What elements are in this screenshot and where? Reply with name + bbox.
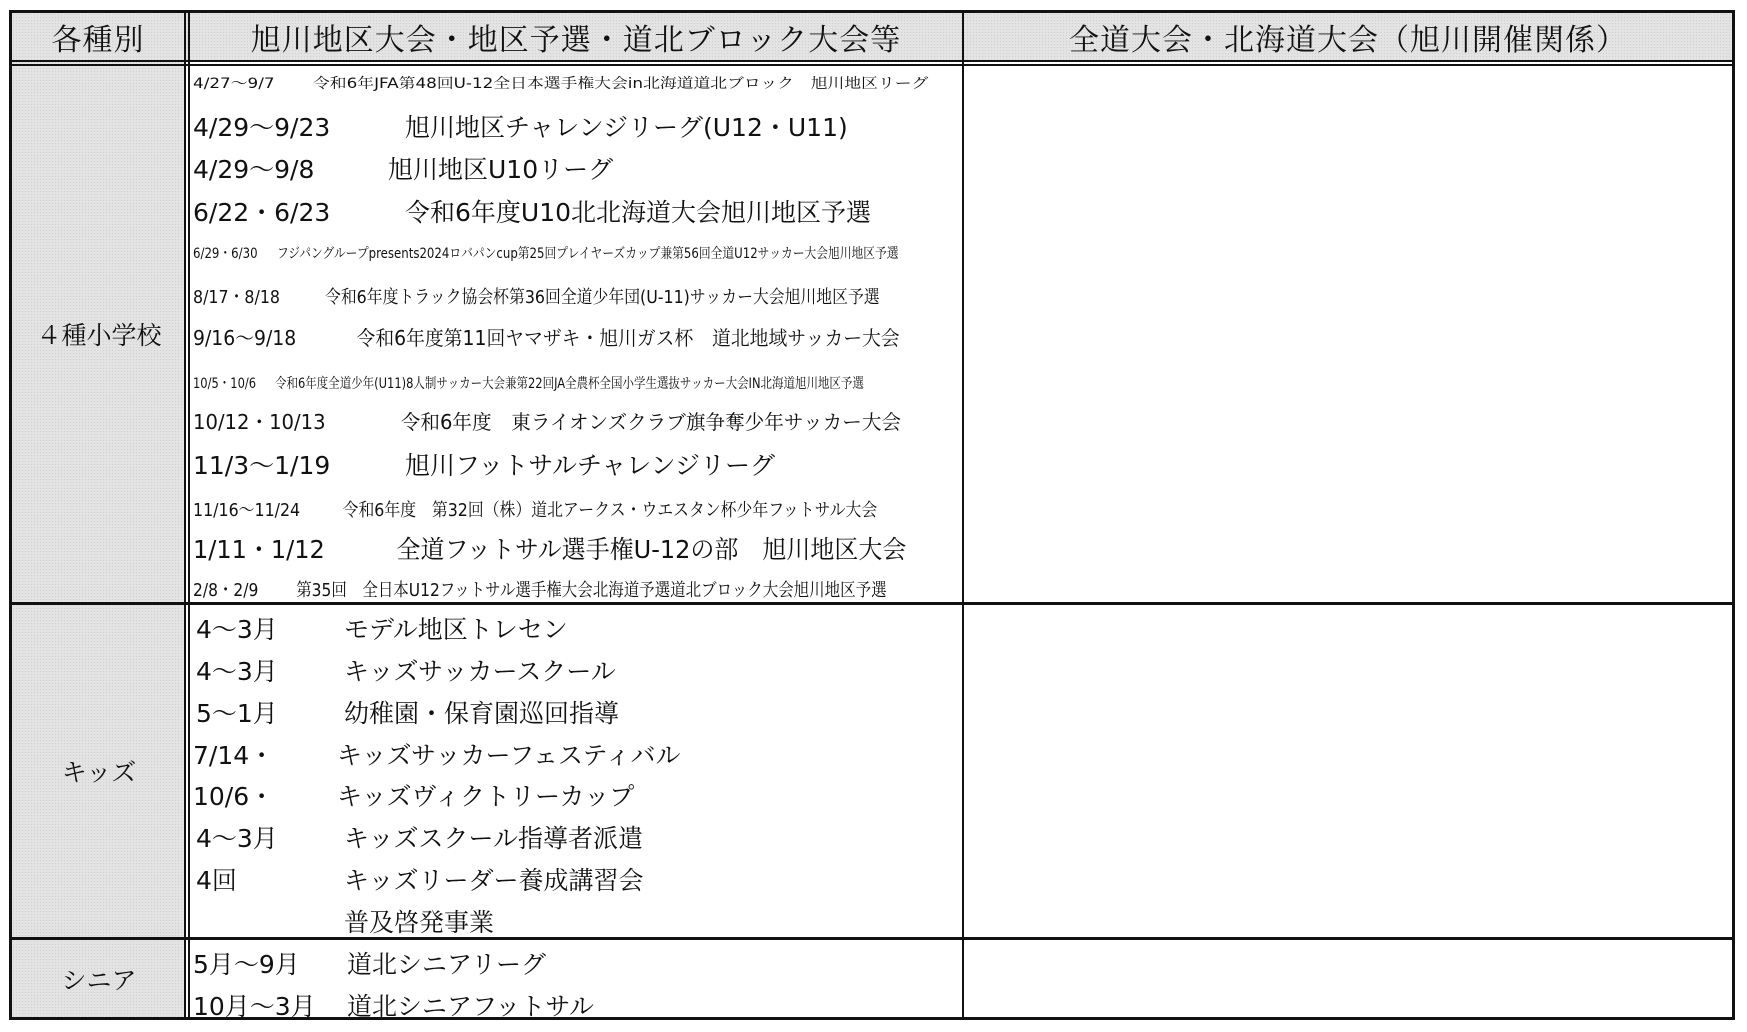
entry-event: キッズサッカースクール (344, 657, 616, 686)
list-item (193, 496, 877, 522)
entry-date: 4/29〜9/23 (193, 113, 331, 142)
list-item (193, 243, 899, 263)
schedule-table (9, 10, 1735, 1020)
list-item (193, 108, 848, 144)
entry-event: 令和6年度 第32回（株）道北アークス・ウエスタン杯少年フットサル大会 (342, 500, 878, 521)
entry-event: キッズサッカーフェスティバル (337, 741, 681, 770)
entry-date: 10/5・10/6 (193, 376, 257, 392)
list-item (193, 73, 928, 93)
entry-event: 道北シニアリーグ (347, 950, 547, 979)
entry-date: 10月〜3月 (193, 992, 316, 1021)
list-item (196, 652, 616, 688)
national-cell-elementary (964, 66, 1732, 602)
entry-date: 10/12・10/13 (193, 410, 326, 434)
entry-event: 旭川地区U10リーグ (388, 155, 614, 184)
entry-date: 6/29・6/30 (193, 246, 258, 262)
list-item (193, 945, 546, 981)
entry-date: 4〜3月 (196, 657, 278, 686)
entry-date: 2/8・2/9 (193, 580, 259, 601)
entry-event: 全道フットサル選手権U-12の部 旭川地区大会 (396, 535, 907, 564)
list-item (193, 987, 594, 1023)
list-item (196, 903, 494, 939)
entry-date: 4〜3月 (196, 615, 278, 644)
list-item (193, 373, 864, 393)
entry-event: キッズリーダー養成講習会 (344, 866, 644, 895)
list-item (193, 283, 880, 309)
list-item (196, 861, 644, 897)
header-category: 各種別 (51, 23, 145, 58)
list-item (193, 777, 634, 813)
entry-event: モデル地区トレセン (344, 615, 568, 644)
entry-event: 普及啓発事業 (344, 908, 495, 937)
list-item (196, 610, 568, 646)
list-item (193, 446, 775, 482)
list-item (193, 530, 906, 566)
column-divider-double-2 (188, 13, 190, 1017)
entry-date: 7/14・ (193, 741, 275, 770)
entry-event: 令和6年JFA第48回U-12全日本選手権大会in北海道道北ブロック 旭川地区リーグ (313, 76, 929, 92)
header-national-tournaments: 全道大会・北海道大会（旭川開催関係） (1069, 23, 1627, 58)
entry-event: 令和6年度全道少年(U11)8人制サッカー大会兼第22回JA全農杯全国小学生選抜サッカー大会IN北海道旭川地区予選 (275, 376, 864, 392)
list-item (196, 694, 619, 730)
list-item (193, 406, 901, 435)
category-senior: シニア (61, 965, 137, 995)
list-item (196, 819, 643, 855)
entry-date: 9/16〜9/18 (193, 326, 297, 350)
entry-event: 令和6年度第11回ヤマザキ・旭川ガス杯 道北地域サッカー大会 (356, 326, 900, 350)
list-item (193, 322, 900, 351)
entry-event: 令和6年度U10北北海道大会旭川地区予選 (405, 198, 872, 227)
entry-event: 旭川フットサルチャレンジリーグ (405, 451, 776, 480)
entry-date: 11/16〜11/24 (193, 500, 301, 521)
entry-date: 4/27〜9/7 (193, 76, 275, 92)
entry-event: 旭川地区チャレンジリーグ(U12・U11) (405, 113, 848, 142)
list-item (193, 193, 871, 229)
entry-date: 5月〜9月 (193, 950, 300, 979)
entry-date: 4/29〜9/8 (193, 155, 315, 184)
entry-date: 1/11・1/12 (193, 535, 325, 564)
entry-event: キッズスクール指導者派遣 (344, 824, 644, 853)
list-item (193, 576, 887, 602)
entry-event: 道北シニアフットサル (347, 992, 595, 1021)
entry-date: 4〜3月 (196, 824, 278, 853)
entry-event: 令和6年度トラック協会杯第36回全道少年団(U-11)サッカー大会旭川地区予選 (325, 287, 880, 308)
national-cell-kids (964, 605, 1732, 937)
entry-date: 5〜1月 (196, 699, 278, 728)
entry-event: 令和6年度 東ライオンズクラブ旗争奪少年サッカー大会 (400, 410, 902, 434)
entry-event: キッズヴィクトリーカップ (337, 782, 635, 811)
list-item (193, 736, 681, 772)
category-elementary: ４種小学校 (36, 321, 162, 350)
category-kids: キッズ (61, 758, 137, 787)
entry-date: 4回 (196, 866, 237, 895)
entry-date: 6/22・6/23 (193, 198, 331, 227)
entry-event: 幼稚園・保育園巡回指導 (344, 699, 620, 728)
header-local-tournaments: 旭川地区大会・地区予選・道北ブロック大会等 (250, 23, 902, 58)
entry-date: 8/17・8/18 (193, 287, 280, 308)
entry-event: フジパングループpresents2024ロバパンcup第25回プレイヤーズカップ兼第56回全道U12サッカー大会旭川地区予選 (277, 246, 899, 262)
national-cell-senior (964, 940, 1732, 1017)
list-item (193, 150, 613, 186)
entry-event: 第35回 全日本U12フットサル選手権大会北海道予選道北ブロック大会旭川地区予選 (296, 580, 887, 601)
entry-date: 10/6・ (193, 782, 275, 811)
entry-date: 11/3〜1/19 (193, 451, 331, 480)
